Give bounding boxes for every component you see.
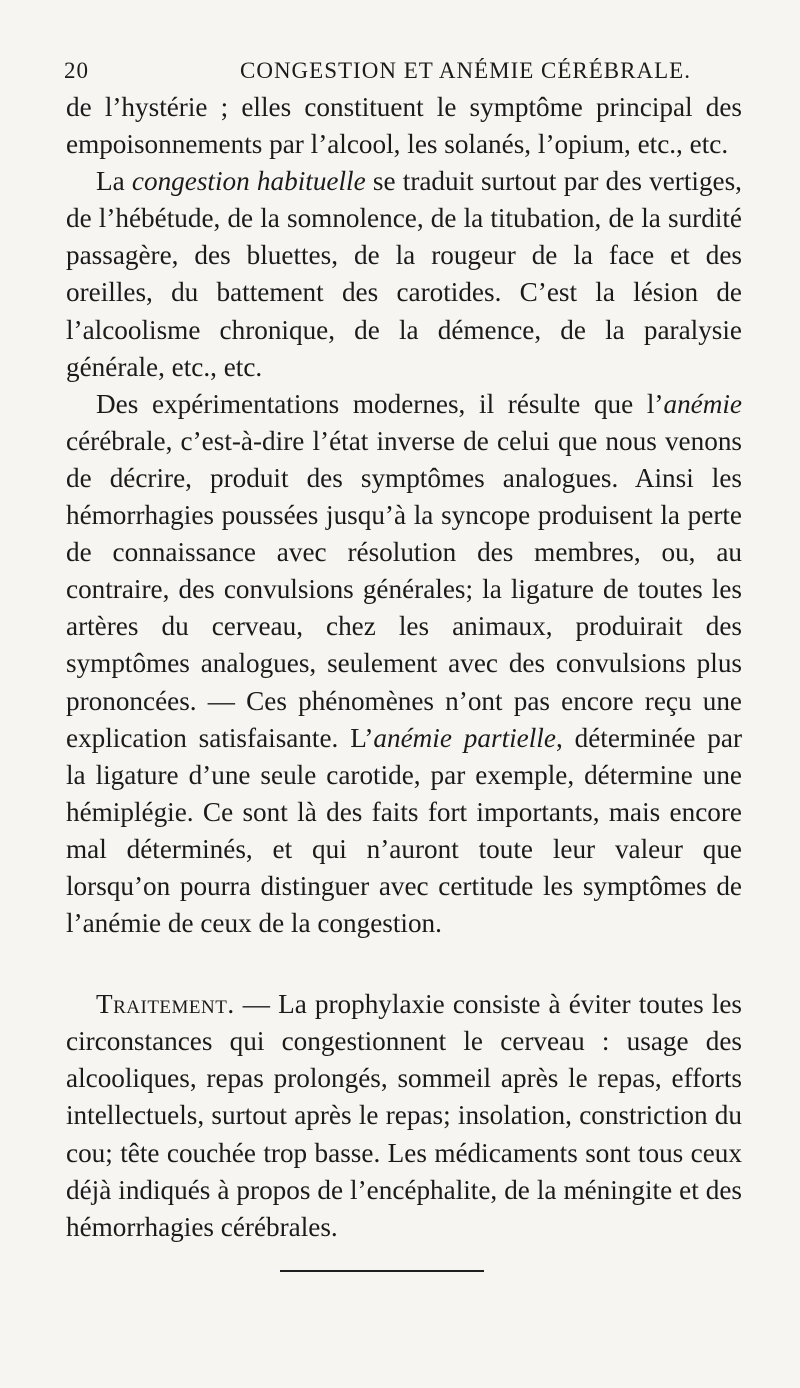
closing-rule — [280, 1270, 484, 1272]
running-title: CONGESTION ET ANÉMIE CÉRÉBRALE. — [240, 58, 691, 83]
paragraph-middle: cérébrale, c’est-à-dire l’état inverse de celui que nous venons de décrire, produit des symptômes analogues. Ainsi les hémorrhagies poussées jusqu’à la syncope produisent la perte de connaissance avec résolution des membres, ou, au contraire, des convulsions générales; la ligature de toutes les artères du cerveau, chez les animaux, produirait des symptômes analogues, seulement avec des convulsions plus prononcées. — Ces phénomènes n’ont pas encore reçu une explication satisfaisante. L’ — [66, 425, 742, 753]
paragraph-lead: Des expérimentations modernes, il résulte que l’ — [96, 388, 664, 419]
paragraph-cerebral-anemia — [66, 386, 742, 942]
emphasis-anemie: anémie — [663, 388, 742, 419]
section-heading-traitement: Traitement. — [96, 989, 235, 1020]
paragraph-hysteria-continuation: de l’hystérie ; elles constituent le symptôme principal des empoisonnements par l’alcool, les solanés, l’opium, etc., etc. — [66, 92, 742, 160]
emphasis-anemie-partielle: anémie partielle — [373, 722, 556, 753]
body-text — [66, 89, 742, 1246]
emphasis-congestion-habituelle: congestion habituelle — [131, 166, 366, 197]
paragraph-rest: — La prophylaxie consiste à éviter toutes les circonstances qui congestionnent le cerveau : usage des alcooliques, repas prolongés, sommeil après le repas, efforts intellectuels, surtout après le repas; insolation, constriction du cou; tête couchée trop basse. Les médicaments sont tous ceux déjà indiqués à propos de l’encéphalite, de la méningite et des hémorrhagies cérébrales. — [66, 989, 742, 1242]
paragraph-habitual-congestion — [66, 163, 742, 386]
paragraph-rest: , déterminée par la ligature d’une seule carotide, par exemple, détermine une hémiplégie. Ce sont là des faits fort importants, mais encore mal déterminés, et qui n’auront toute leur valeur que lorsqu’on pourra distinguer avec certitude les symptômes de l’anémie de ceux de la congestion. — [66, 722, 742, 939]
page-header — [64, 58, 744, 88]
paragraph-rest: se traduit surtout par des vertiges, de l’hébétude, de la somnolence, de la titubation, de la surdité passagère, des bluettes, de la rougeur de la face et des oreilles, du battement des carotides. C’est la lésion de l’alcoolisme chronique, de la démence, de la paralysie générale, etc., etc. — [66, 166, 742, 382]
paragraph-treatment — [66, 986, 742, 1246]
paragraph-lead: La — [96, 166, 132, 197]
page-number: 20 — [64, 58, 89, 83]
